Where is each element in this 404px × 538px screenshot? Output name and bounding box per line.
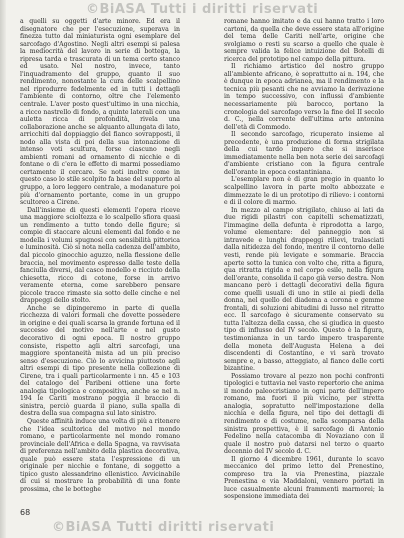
left-paragraph-3: Anche se dipingeremo in parte di quella ricchezza di valori formali che dovette possedere in origine e dei quali scarsa la grande fortuna ed il successo del motivo nell'arte e nel gusto decorativo di ogni epoca. Il nostro gruppo consiste, rispetto agli altri sarcofagi, una maggiore spontaneità mista ad un più preciso senso d'esecuzione. Ciò lo avvicina piuttosto agli altri esempi di tipo presente nella collezione di Cirene, tra i quali particolarmente i nn. 45 e 103 del catalogo del Paribeni ottiene una forte analogia tipologica e compositiva, anche se nel n. 194 le Cariti mostrano poggia il braccio di sinistra, perciò guarda il piano, sulla spalla di destra della sua compagna sul lato sinistro.: [20, 304, 180, 418]
right-paragraph-3: Il secondo sarcofago, ricuperato insieme al precedente, è una produzione di forma strigilata della cui tardo impero che si inserisce immediatamente nella ben nota serie dei sarcofagi d'ambiente cristiano con la figura centrale dell'orante in epoca costantiniana.: [224, 131, 384, 176]
watermark-bottom: ©BiASA Tutti diritti riservati: [52, 520, 275, 535]
left-text-column: [20, 18, 180, 493]
left-paragraph-2: Dall'insieme di questi elementi l'opera riceve una maggiore scioltezza e lo scalpello sfiora quasi un rendimento a tutto tondo delle figure; si compie di staccare alcuni elementi dal fondo e ne modella i volumi spugnosi con sensibilità pittorica e luminosità. Ciò si nota nella cadenza dell'ambito, dal piccolo ginocchio aguzzo, nella flessione delle braccia, nel movimento espresso dalle teste della fanciulla diversi, dal casco modello e ricciuto della chiesetta, ricco di cotone, forse in arrivo veramente eterna, come sarebbero pensare piccole tracce rimaste sia sotto delle cinche e nel drappeggi dello stolto.: [20, 206, 180, 305]
right-paragraph-1: romane hanno imitato e da cui hanno tratto i loro cartoni, da quella che deve essere stata all'origine del tema delle Cariti nell'arte, origine che svolgiamo o resti su scarso a quello che quale è sempre valida la felice intuizione del Botelli di ricerca del prototipo nel campo della pittura.: [224, 18, 384, 63]
right-paragraph-6: Possiamo trovare al pezzo non pochi confronti tipologici e tuttavia nel vasto repertorio che anima il mondo paleocristiano in ogni parte dell'impero romano, ma fuori il più vicino, per stretta analogia, sopratutto nell'impostazione della nicchia e della figura, nel tipo dei dettagli di rendimento e di costume, nella scomparsa della sinistra prospettiva, è il sarcofago di Antonio Fedelino nella catacomba di Novaziano con il quale il nostro può datarsi nel terzo o quarto decennio del IV secolo d. C.: [224, 372, 384, 456]
right-text-column: [224, 18, 384, 501]
left-paragraph-4: Queste affinità induce una volta di più a ritenere che l'idea scultorica del motivo nel mondo romano, e particolarmente nel mondo romano provinciale dell'Africa e della Spagna, va ravvisata di preferenza nell'ambito della plastica decorativa, quale può essere stata l'espressione di un originale per nicchie e fontane, di soggetto a tipico gusto alessandrino ellenistico. Avvicinabile di cui si mostrare la probabilità di una fonte prossima, che le botteghe: [20, 417, 180, 493]
right-paragraph-4: L'esemplare non è di gran pregio in quanto lo scalpellino lavora in parte molto abbozzate e dimmezzate le di un prototipo di rilievo: i contorni e di il colore di marmo.: [224, 176, 384, 207]
watermark-top: ©BiASA Tutti i diritti riservati: [86, 2, 319, 17]
right-paragraph-5: In mezzo al campo strigilato, chiuso ai lati da due rigidi pilastri con capitelli schematizzati, l'immagine della defunta è riprodotta a largo, volume elementare: del panneggio non si intravede e lunghi drappeggi rilievi, tralasciati dalla nitidezza del fondo, mentre il contorno delle vesti, rende più levigate e sommarie. Braccia aperte sotto la tunica con volto che, ritta a figura, qua ritratta rigida e nel corpo esile, nella figura dell'orante, consolida il capo già verso destra. Non mancano però i dettagli decorativi della figura come quelli usuali di uno in stile ai piedi della donna, nel quello del diadema a corona e gemme frontali, di soluzioni abitudini di lusso nel ritratto ecc. Il sarcofago è sicuramente conservato su tutta l'altezza della cassa, che si giudica in questo tipo di influsso del IV secolo. Questo è la figura, testimonianza in un tardo impero trasparente della moneta dell'Augusta Helena a dei discendenti di Costantino, e vi sarà trovato sempre e, a basso, atteggiato, al fianco delle corti bizantine.: [224, 206, 384, 373]
right-paragraph-2: Il richiamo artistico del nostro gruppo all'ambiente africano, è soprattutto ai n. 194, che è dunque in epoca adrianea, ma il rendimento e la tecnica più pesanti che ne avviamo la derivazione in tempo successivo, con influssi d'ambiente necessariamente più barocco, portano la cronologia del sarcofago verso la fine del II secolo d. C., nella corrente dell'ultima arte antonina dell'età di Commodo.: [224, 63, 384, 131]
right-paragraph-7: Il giorno 4 dicembre 1961, durante lo scavo meccanico del primo letto del Prenestino, compreso tra la via Prenestina, piazzale Prenestina e via Maddaloni, vennero portati in luce casualmente alcuni frammenti marmorei; la sospensione immediata dei: [224, 455, 384, 501]
left-paragraph-1: a quelli su oggetti d'arte minore. Ed era il disegnatore che per l'esecuzione, superava in finezza tutto dal miniaturista ogni esemplare del sarcofago d'Agostino. Negli altri esempi si palesa la mediocrità del lavoro in serie di bottega, la ripresa tarda e trascurata di un tema certo stanco ed usato. Nel nostro, invece, tanto l'inquadramento del gruppo, quanto il suo rendimento, nonostante la cura delle scalpellino nel riprodurre fedelmente ed in tutti i dettagli l'ambiente di contorno, oltre che l'elemento centrale. L'aver posto quest'ultimo in una nicchia, a ricco nastrello di fondo, a quinte laterali con una auletta ricca di profondità, rivela una collaborazione anche se alquanto allungata di lato, arricchiti dal doppiaggio del fianco sovrapposti, il nodo alla vista di poi della sua intonazione di intenso voti scultura, forse ciascuno negli ambienti romani ad ornamento di nicchie e di fontane o di c'era le effetto di marmi possediamo certamente il cercare. Se noti inoltre come in questo caso lo stile scolpito fa base del supporto al gruppo, a loro leggero centrale, a modanature poi più d'ornamento portante, come in un gruppo scultoreo a Cirene.: [20, 18, 180, 207]
page-edge-shadow: [0, 0, 6, 538]
page-number: 68: [20, 508, 31, 517]
